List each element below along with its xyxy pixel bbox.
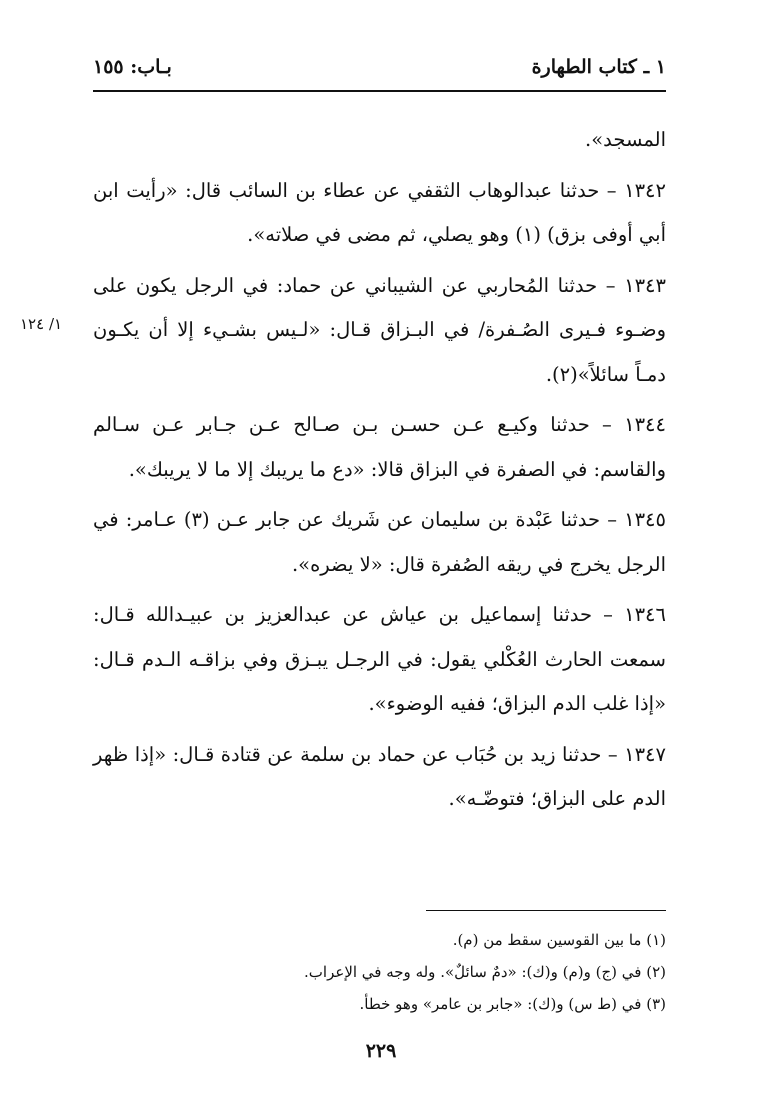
margin-reference: ١/ ١٢٤ (20, 315, 63, 333)
hadith-1342: ١٣٤٢ – حدثنا عبدالوهاب الثقفي عن عطاء بن السائب قال: «رأيت ابن أبي أوفى بزق) (١) وهو يصلي، ثم مضى في صلاته». (93, 178, 666, 246)
footnote-1: (١) ما بين القوسين سقط من (م). (452, 931, 666, 949)
footnote-rule (426, 910, 666, 911)
footnotes (93, 924, 666, 1020)
paragraph-continuation: المسجد». (585, 128, 666, 151)
hadith-1344: ١٣٤٤ – حدثنا وكيـع عـن حسـن بـن صـالح عـن جـابر عـن سـالم والقاسم: في الصفرة في البزاق قالا: «دع ما يريبك إلا ما لا يريبك». (93, 413, 666, 481)
hadith-1343: ١٣٤٣ – حدثنا المُحاربي عن الشيباني عن حماد: في الرجل يكون على وضـوء فـيرى الصُـفرة/ في البـزاق قـال: «لـيس بشـيء إلا أن يكـون دمـاً سائلاً»(٢). (93, 273, 666, 386)
footnote-3: (٣) في (ط س) و(ك): «جابر بن عامر» وهو خطأ. (359, 995, 666, 1013)
page-number: ٢٢٩ (365, 1040, 397, 1062)
running-header (93, 50, 666, 90)
hadith-1347: ١٣٤٧ – حدثنا زيد بن حُبَاب عن حماد بن سلمة عن قتادة قـال: «إذا ظهر الدم على البزاق؛ فتوضّـه». (93, 742, 666, 810)
header-rule (93, 90, 666, 92)
hadith-1345: ١٣٤٥ – حدثنا عَبْدة بن سليمان عن شَريك عن جابر عـن (٣) عـامر: في الرجل يخرج في ريقه الصُفرة قال: «لا يضره». (93, 508, 666, 576)
footnote-2: (٢) في (ج) و(م) و(ك): «دمٌ سائلٌ». وله وجه في الإعراب. (304, 963, 666, 981)
header-book-title: ١ ـ كتاب الطهارة (531, 56, 666, 78)
hadith-1346: ١٣٤٦ – حدثنا إسماعيل بن عياش عن عبدالعزيز بن عبيـدالله قـال: سمعت الحارث العُكْلي يقول: في الرجـل يبـزق وفي بزاقـه الـدم قـال: «إذا غلب الدم البزاق؛ ففيه الوضوء». (93, 603, 666, 715)
header-chapter-number: بـاب: ١٥٥ (93, 56, 172, 78)
main-text (93, 118, 666, 822)
